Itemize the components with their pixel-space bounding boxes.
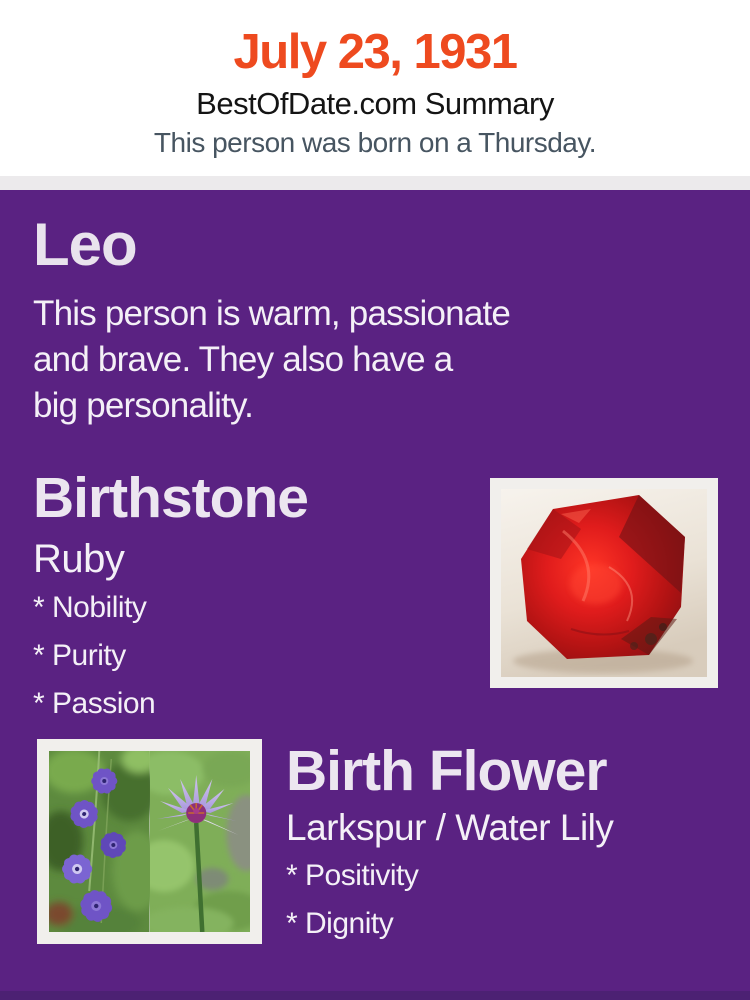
birthstone-trait: * Purity — [33, 639, 126, 672]
birth-flower-name: Larkspur / Water Lily — [286, 807, 614, 848]
zodiac-description-line: This person is warm, passionate — [33, 294, 511, 333]
main-section — [0, 190, 750, 1000]
birth-flower-traits — [286, 854, 418, 950]
birth-flower-trait: * Positivity — [286, 859, 419, 892]
zodiac-title: Leo — [33, 211, 137, 278]
ruby-photo — [501, 489, 707, 677]
birth-flower-title: Birth Flower — [286, 739, 607, 803]
birthstone-title: Birthstone — [33, 466, 308, 530]
header — [0, 0, 750, 176]
zodiac-description — [33, 291, 510, 429]
ruby-photo-frame — [490, 478, 718, 688]
larkspur-photo — [49, 751, 150, 932]
water-lily-photo — [150, 751, 251, 932]
zodiac-description-line: and brave. They also have a — [33, 340, 453, 379]
divider-strip — [0, 176, 750, 190]
birth-flower-trait: * Dignity — [286, 907, 394, 940]
date-heading: July 23, 1931 — [233, 25, 517, 79]
zodiac-description-line: big personality. — [33, 386, 254, 425]
birthstone-trait: * Nobility — [33, 591, 147, 624]
footer-strip — [0, 991, 750, 1000]
born-day-line: This person was born on a Thursday. — [153, 127, 597, 158]
birthstone-name: Ruby — [33, 537, 125, 581]
site-summary-title: BestOfDate.com Summary — [196, 86, 554, 121]
birthstone-trait: * Passion — [33, 687, 156, 720]
flower-photo-frame — [37, 739, 262, 944]
birthstone-traits — [33, 586, 155, 730]
